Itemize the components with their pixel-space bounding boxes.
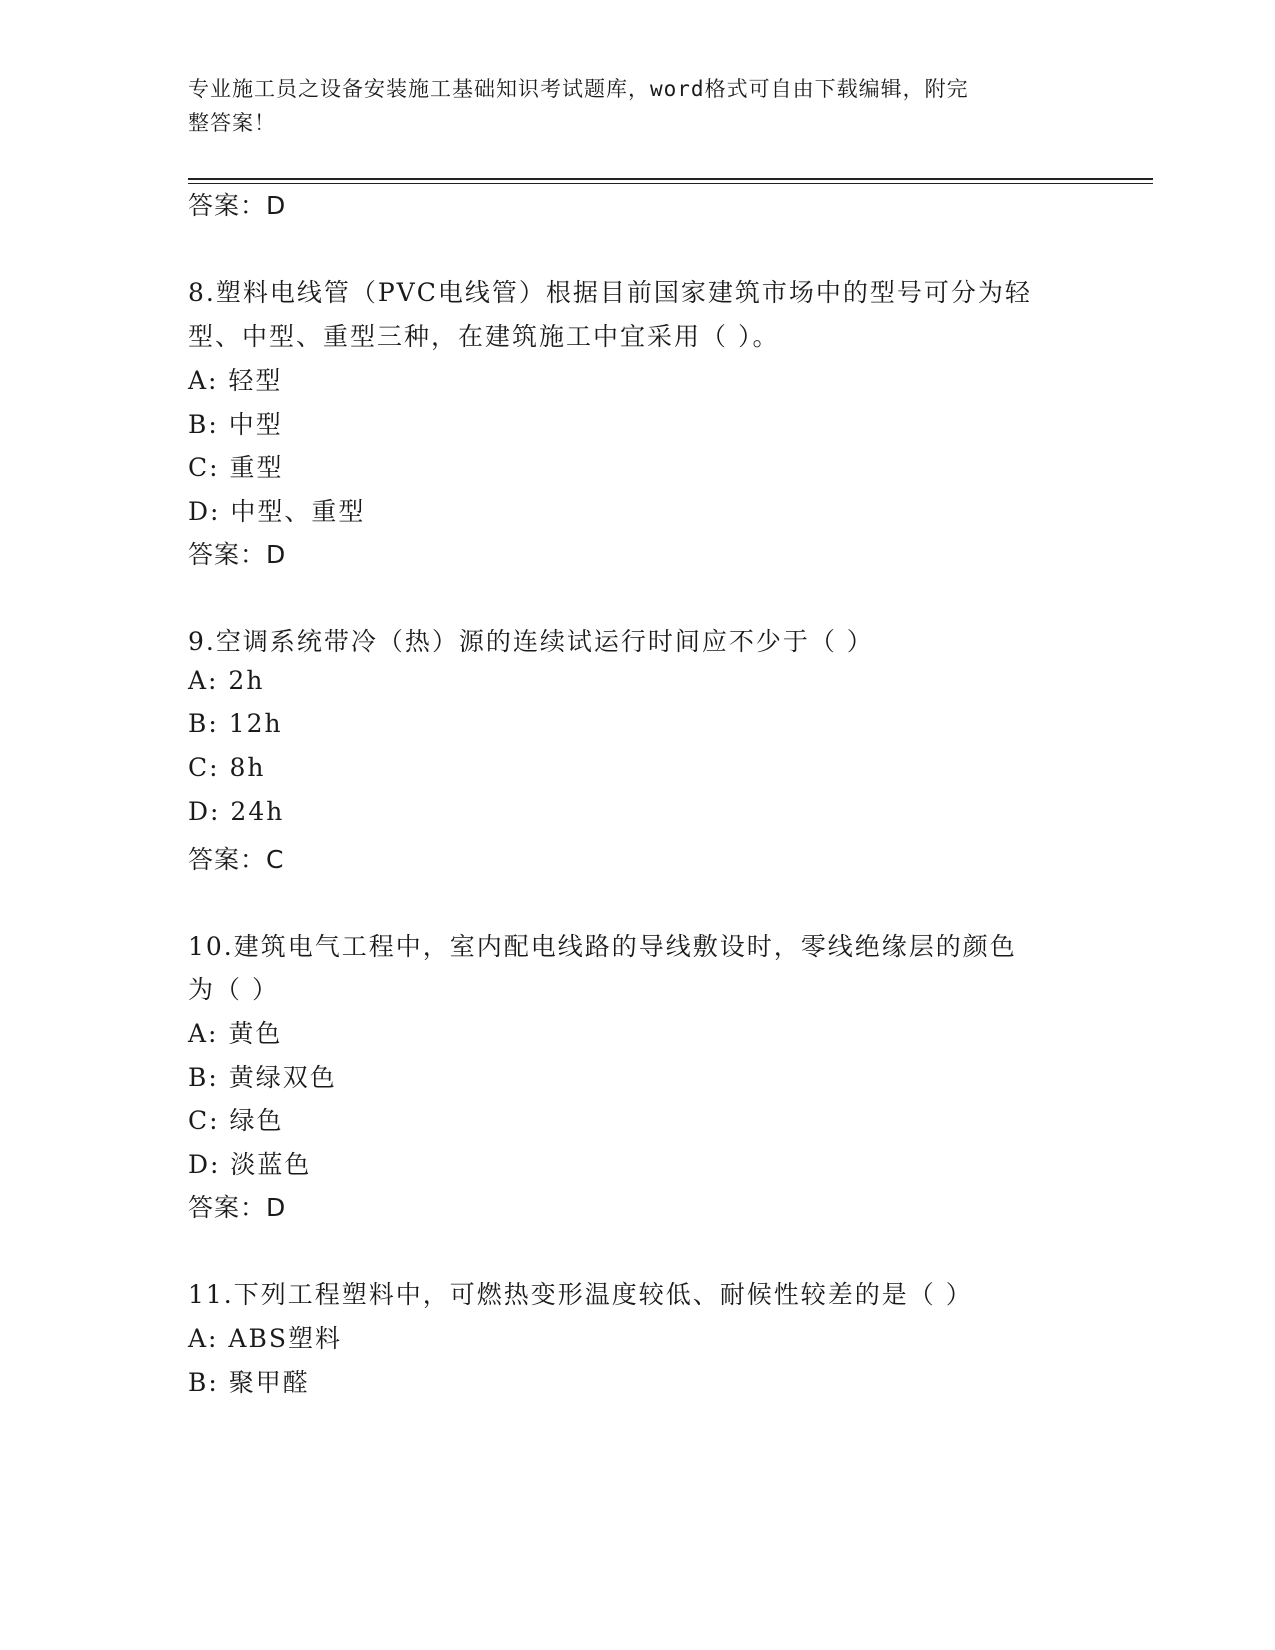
q10-option-b: B: 黄绿双色 xyxy=(188,1063,337,1092)
q8-option-d: D: 中型、重型 xyxy=(188,497,366,526)
header-line-1: 专业施工员之设备安装施工基础知识考试题库，word格式可自由下载编辑，附完 xyxy=(188,77,969,101)
answer-q8: 答案：D xyxy=(188,540,287,569)
q10-option-a: A: 黄色 xyxy=(188,1019,283,1048)
header-divider-thick xyxy=(188,178,1153,180)
q11-option-a: A: ABS塑料 xyxy=(188,1324,342,1353)
answer-q7: 答案：D xyxy=(188,191,287,220)
answer-q9: 答案：C xyxy=(188,845,285,874)
q8-stem-line-2: 型、中型、重型三种，在建筑施工中宜采用（ ）。 xyxy=(188,322,780,351)
answer-q10: 答案：D xyxy=(188,1193,287,1222)
header-divider-thin xyxy=(188,183,1153,184)
q10-stem-line-2: 为（ ） xyxy=(188,975,279,1004)
q9-option-a: A: 2h xyxy=(188,666,265,695)
q9-option-c: C: 8h xyxy=(188,753,266,782)
document-header xyxy=(188,72,1088,140)
q8-option-b: B: 中型 xyxy=(188,410,283,439)
q9-stem-line-1: 9.空调系统带冷（热）源的连续试运行时间应不少于（ ） xyxy=(188,627,874,656)
q9-option-b: B: 12h xyxy=(188,709,283,738)
header-line-2: 整答案！ xyxy=(188,111,276,135)
q10-option-c: C: 绿色 xyxy=(188,1106,284,1135)
q8-stem-line-1: 8.塑料电线管（PVC电线管）根据目前国家建筑市场中的型号可分为轻 xyxy=(188,278,1032,307)
q8-option-c: C: 重型 xyxy=(188,453,284,482)
q11-option-b: B: 聚甲醛 xyxy=(188,1368,310,1397)
q8-option-a: A: 轻型 xyxy=(188,366,283,395)
q9-option-d: D: 24h xyxy=(188,797,285,826)
q10-stem-line-1: 10.建筑电气工程中，室内配电线路的导线敷设时，零线绝缘层的颜色 xyxy=(188,932,1017,961)
q11-stem-line-1: 11.下列工程塑料中，可燃热变形温度较低、耐候性较差的是（ ） xyxy=(188,1280,973,1309)
q10-option-d: D: 淡蓝色 xyxy=(188,1150,312,1179)
